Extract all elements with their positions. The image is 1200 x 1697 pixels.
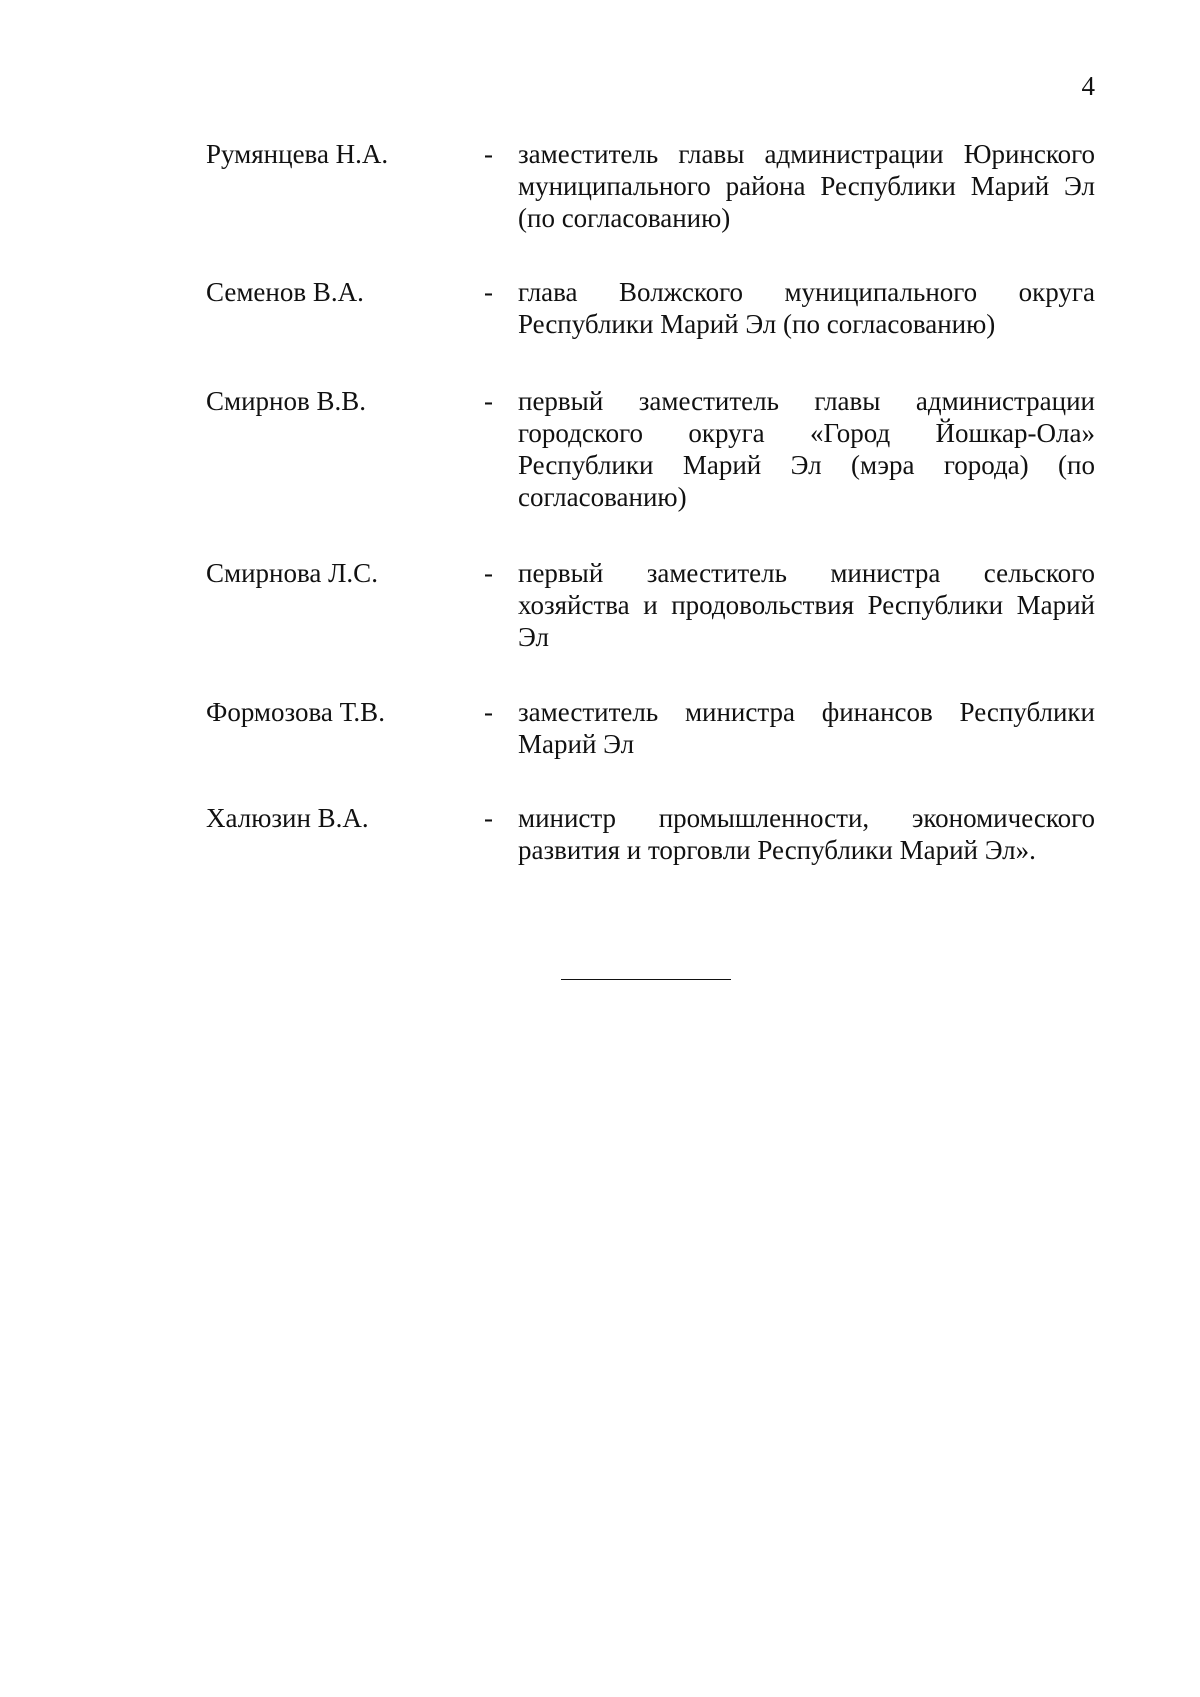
- member-description: министр промышленности, экономического развития и торговли Республики Марий Эл».: [518, 803, 1095, 865]
- member-dash: -: [484, 277, 493, 307]
- member-description: глава Волжского муниципального округа Республики Марий Эл (по согласованию): [518, 277, 1095, 339]
- member-dash: -: [484, 139, 493, 169]
- closing-rule: [561, 979, 731, 980]
- member-dash: -: [484, 558, 493, 588]
- page-number: 4: [1081, 71, 1095, 101]
- member-name: Халюзин В.А.: [206, 803, 369, 833]
- member-description: заместитель министра финансов Республики Марий Эл: [518, 697, 1095, 759]
- member-description: заместитель главы администрации Юринского муниципального района Республики Марий Эл (по согласованию): [518, 139, 1095, 233]
- member-name: Смирнова Л.С.: [206, 558, 378, 588]
- member-description: первый заместитель главы администрации городского округа «Город Йошкар-Ола» Республики Марий Эл (мэра города) (по согласованию): [518, 386, 1095, 512]
- member-name: Смирнов В.В.: [206, 386, 367, 416]
- member-description: первый заместитель министра сельского хозяйства и продовольствия Республики Марий Эл: [518, 558, 1095, 652]
- member-dash: -: [484, 803, 493, 833]
- member-name: Румянцева Н.А.: [206, 139, 389, 169]
- member-dash: -: [484, 697, 493, 727]
- member-name: Семенов В.А.: [206, 277, 364, 307]
- member-name: Формозова Т.В.: [206, 697, 385, 727]
- member-dash: -: [484, 386, 493, 416]
